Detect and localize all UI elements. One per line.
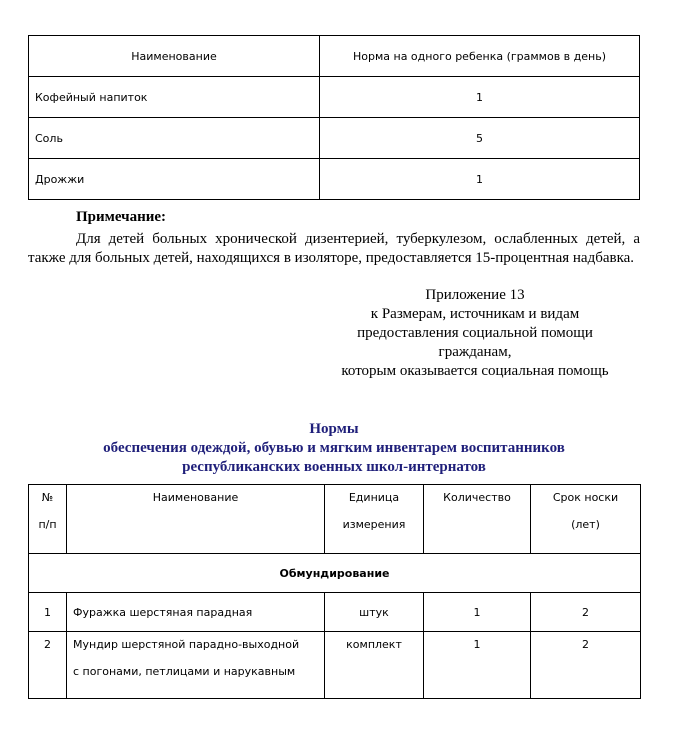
appendix-line-2: к Размерам, источникам и видам	[370, 306, 580, 322]
header-number-line-2: п/п	[38, 518, 57, 531]
cell-quantity-value: 1	[473, 638, 481, 651]
cell-norm: 1	[320, 159, 640, 200]
cell-number-value: 2	[44, 638, 51, 651]
header-term	[531, 485, 641, 554]
section-title: Обмундирование	[29, 554, 641, 593]
title-line-3: республиканских военных школ-интернатов	[182, 459, 486, 475]
cell-name: Кофейный напиток	[29, 77, 320, 118]
table-row	[29, 77, 640, 118]
header-quantity	[424, 485, 531, 554]
header-norm: Норма на одного ребенка (граммов в день)	[320, 36, 640, 77]
table-row	[29, 593, 641, 632]
appendix-line-3: предоставления социальной помощи	[357, 325, 593, 341]
title-line-1: Нормы	[309, 421, 359, 437]
table-row	[29, 159, 640, 200]
cell-name-line-1: Мундир шерстяной парадно-выходной	[73, 638, 300, 651]
cell-quantity	[424, 632, 531, 699]
cell-quantity: 1	[424, 593, 531, 632]
note-body: Для детей больных хронической дизентерией, туберкулезом, ослабленных детей, а также для больных детей, находящихся в изоляторе, предоставляется 15-процентная надбавка.	[28, 231, 640, 266]
cell-unit-value: комплект	[346, 638, 402, 651]
header-term-line-1: Срок носки	[552, 491, 619, 504]
appendix-line-5: которым оказывается социальная помощь	[341, 363, 609, 379]
title-line-2: обеспечения одеждой, обувью и мягким инвентарем воспитанников	[103, 440, 565, 456]
header-name: Наименование	[29, 36, 320, 77]
cell-unit	[325, 632, 424, 699]
appendix-line-1: Приложение 13	[425, 287, 525, 303]
cell-name: Дрожжи	[29, 159, 320, 200]
table-row	[29, 632, 641, 699]
appendix-line-4: гражданам,	[438, 344, 512, 360]
cell-number: 1	[29, 593, 67, 632]
cell-name: Фуражка шерстяная парадная	[67, 593, 325, 632]
cell-unit: штук	[325, 593, 424, 632]
table-header-row	[29, 485, 641, 554]
header-name-label: Наименование	[152, 491, 239, 504]
cell-norm: 5	[320, 118, 640, 159]
cell-term	[531, 632, 641, 699]
cell-name: Соль	[29, 118, 320, 159]
cell-term-value: 2	[582, 638, 589, 651]
cell-number	[29, 632, 67, 699]
cell-term: 2	[531, 593, 641, 632]
cell-norm: 1	[320, 77, 640, 118]
header-number	[29, 485, 67, 554]
note-heading: Примечание:	[76, 209, 167, 225]
cell-name	[67, 632, 325, 699]
table-header-row	[29, 36, 640, 77]
section-row	[29, 554, 641, 593]
header-unit-line-1: Единица	[348, 491, 400, 504]
header-number-line-1: №	[41, 491, 54, 504]
header-unit	[325, 485, 424, 554]
header-term-line-2: (лет)	[571, 518, 600, 531]
table-row	[29, 118, 640, 159]
header-unit-line-2: измерения	[342, 518, 406, 531]
header-quantity-label: Количество	[443, 491, 511, 504]
cell-name-line-2: с погонами, петлицами и нарукавным	[73, 665, 296, 678]
food-norms-table	[28, 35, 640, 200]
clothing-norms-table	[28, 484, 641, 699]
header-name	[67, 485, 325, 554]
